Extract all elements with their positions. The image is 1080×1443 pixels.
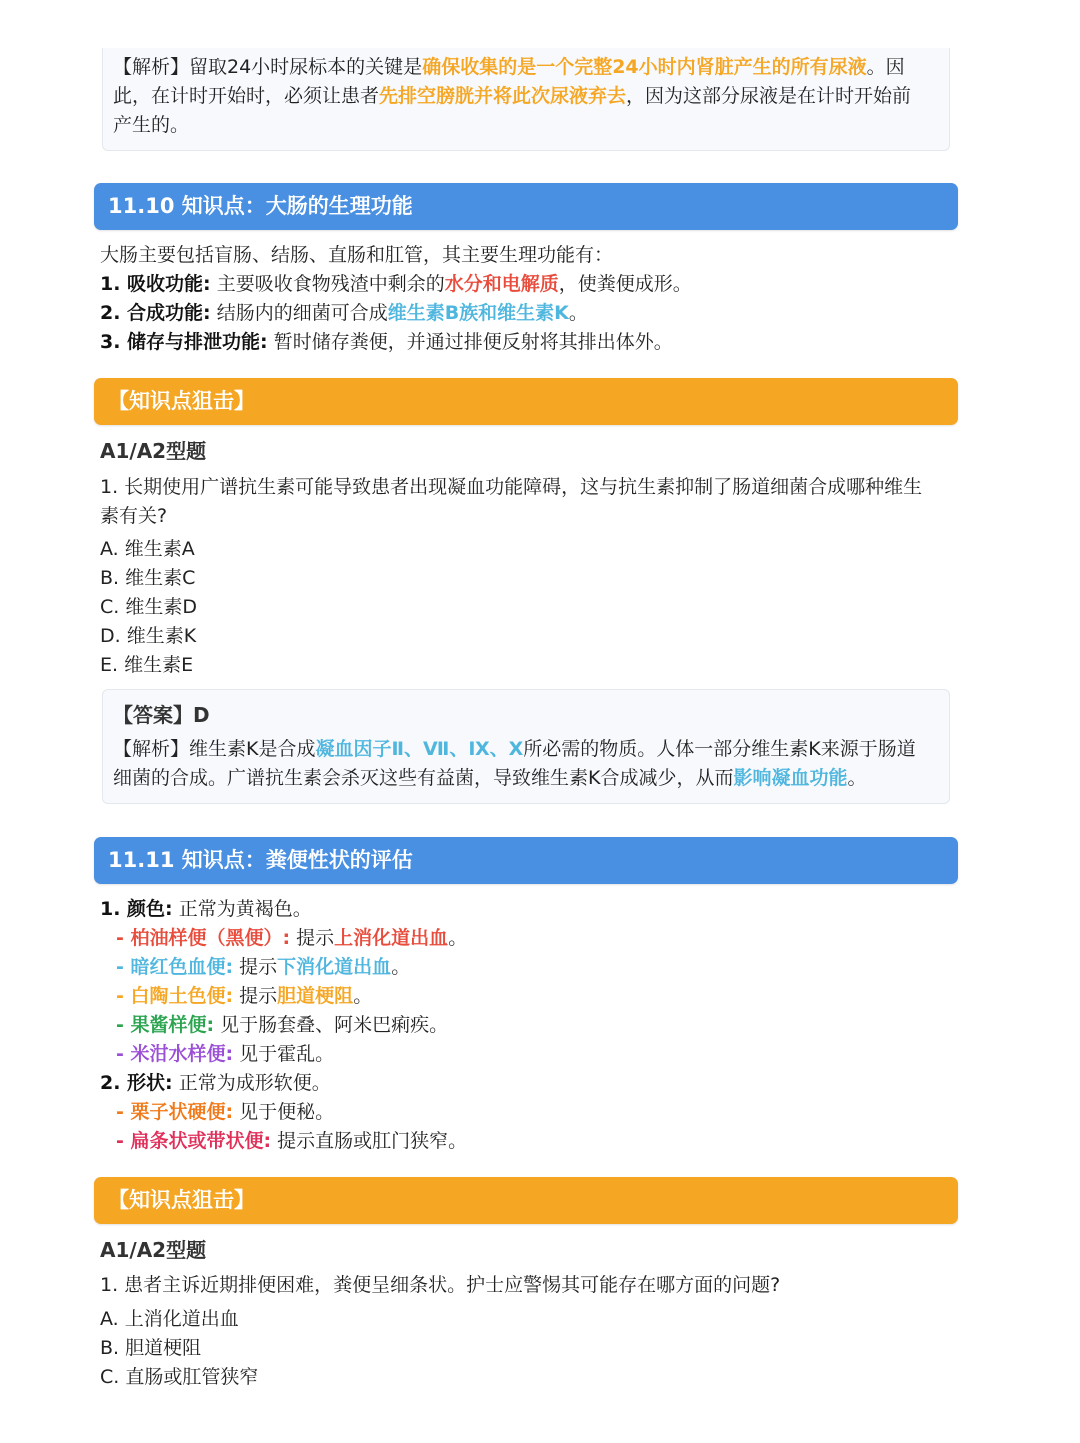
item-highlight: 水分和电解质 xyxy=(444,273,559,295)
item-text: 暂时储存粪便，并通过排便反射将其排出体外。 xyxy=(267,331,673,353)
item-highlight: 维生素B族和维生素K xyxy=(387,302,569,324)
item-text: 提示 xyxy=(290,927,335,949)
quiz-2-option-b[interactable]: B. 胆道梗阻 xyxy=(100,1337,202,1359)
item-highlight: 下消化道出血 xyxy=(277,956,392,978)
item-label: 3. 储存与排泄功能: xyxy=(100,331,268,353)
item-text: 提示直肠或肛门狭窄。 xyxy=(271,1130,468,1152)
item-text: 正常为成形软便。 xyxy=(172,1072,331,1094)
quiz-header-2: 【知识点狙击】 xyxy=(94,1177,958,1224)
stool-color-heading xyxy=(100,895,312,924)
quiz-2-option-c[interactable]: C. 直肠或肛管狭窄 xyxy=(100,1366,259,1388)
item-label: 2. 形状: xyxy=(100,1072,173,1094)
quiz-1-type: A1/A2型题 xyxy=(100,439,207,463)
item-label: 米泔水样便: xyxy=(130,1043,234,1065)
quiz-1-question-line-1: 1. 长期使用广谱抗生素可能导致患者出现凝血功能障碍，这与抗生素抑制了肠道细菌合成哪种维生 xyxy=(100,476,923,498)
item-label: 扁条状或带状便: xyxy=(130,1130,272,1152)
quiz-1-option-c[interactable]: C. 维生素D xyxy=(100,596,197,618)
stool-color-rice-water xyxy=(116,1040,334,1069)
item-text: 。 xyxy=(353,985,373,1007)
item-text: 提示 xyxy=(233,985,278,1007)
item-text: 正常为黄褐色。 xyxy=(172,898,312,920)
top-analysis-line-2 xyxy=(113,82,911,111)
quiz-1-option-b[interactable]: B. 维生素C xyxy=(100,567,196,589)
item-text: 见于便秘。 xyxy=(233,1101,335,1123)
item-label: 1. 颜色: xyxy=(100,898,173,920)
item-label: 1. 吸收功能: xyxy=(100,273,211,295)
analysis-text: 。 xyxy=(847,767,867,789)
analysis-highlight: 确保收集的是一个完整24小时内肾脏产生的所有尿液 xyxy=(422,56,867,78)
stool-color-dark-red xyxy=(116,953,410,982)
item-label: 2. 合成功能: xyxy=(100,302,211,324)
section-header-11-10: 11.10 知识点：大肠的生理功能 xyxy=(94,183,958,230)
dash: - xyxy=(116,1043,131,1065)
dash: - xyxy=(116,927,131,949)
quiz-1-question-line-2: 素有关? xyxy=(100,505,168,527)
quiz-1-option-e[interactable]: E. 维生素E xyxy=(100,654,194,676)
analysis-text: 此，在计时开始时，必须让患者 xyxy=(113,85,380,107)
quiz-1-option-d[interactable]: D. 维生素K xyxy=(100,625,197,647)
analysis-text: 【解析】维生素K是合成 xyxy=(113,738,316,760)
stool-shape-heading xyxy=(100,1069,331,1098)
quiz-2-question: 1. 患者主诉近期排便困难，粪便呈细条状。护士应警惕其可能存在哪方面的问题? xyxy=(100,1274,781,1296)
dash: - xyxy=(116,1101,131,1123)
analysis-highlight: 先排空膀胱并将此次尿液弃去 xyxy=(379,85,627,107)
dash: - xyxy=(116,1130,131,1152)
stool-color-jelly xyxy=(116,1011,448,1040)
analysis-text: 。因 xyxy=(866,56,905,78)
item-label: 白陶土色便: xyxy=(130,985,234,1007)
item-text: 。 xyxy=(448,927,468,949)
item-highlight: 胆道梗阻 xyxy=(277,985,354,1007)
item-text: 主要吸收食物残渣中剩余的 xyxy=(210,273,445,295)
quiz-header-1: 【知识点狙击】 xyxy=(94,378,958,425)
item-text: 。 xyxy=(568,302,588,324)
stool-shape-chestnut xyxy=(116,1098,334,1127)
analysis-text: 细菌的合成。广谱抗生素会杀灭这些有益菌，导致维生素K合成减少，从而 xyxy=(113,767,734,789)
item-text: 。 xyxy=(391,956,411,978)
section-11-10-item-1 xyxy=(100,270,692,299)
stool-color-clay xyxy=(116,982,372,1011)
item-text: 见于霍乱。 xyxy=(233,1043,335,1065)
analysis-text: 产生的。 xyxy=(113,114,190,136)
stool-color-tarry xyxy=(116,924,467,953)
analysis-text: 【解析】留取24小时尿标本的关键是 xyxy=(113,56,423,78)
section-11-10-intro: 大肠主要包括盲肠、结肠、直肠和肛管，其主要生理功能有： xyxy=(100,244,614,266)
analysis-text: 所必需的物质。人体一部分维生素K来源于肠道 xyxy=(523,738,916,760)
dash: - xyxy=(116,985,131,1007)
top-analysis-line-1 xyxy=(113,53,905,82)
item-text: ，使粪便成形。 xyxy=(558,273,692,295)
top-analysis-line-3 xyxy=(113,111,189,140)
item-label: 柏油样便（黑便）: xyxy=(130,927,291,949)
item-label: 栗子状硬便: xyxy=(130,1101,234,1123)
dash: - xyxy=(116,1014,131,1036)
section-header-11-11: 11.11 知识点：粪便性状的评估 xyxy=(94,837,958,884)
stool-shape-ribbon xyxy=(116,1127,467,1156)
quiz-2-type: A1/A2型题 xyxy=(100,1238,207,1262)
item-label: 暗红色血便: xyxy=(130,956,234,978)
analysis-text: ，因为这部分尿液是在计时开始前 xyxy=(626,85,912,107)
item-highlight: 上消化道出血 xyxy=(334,927,449,949)
section-11-10-item-3 xyxy=(100,328,673,357)
item-text: 见于肠套叠、阿米巴痢疾。 xyxy=(214,1014,449,1036)
section-11-10-item-2 xyxy=(100,299,588,328)
quiz-1-analysis-line-1 xyxy=(113,735,916,764)
quiz-1-answer: 【答案】D xyxy=(113,703,210,727)
dash: - xyxy=(116,956,131,978)
quiz-1-option-a[interactable]: A. 维生素A xyxy=(100,538,195,560)
quiz-2-option-a[interactable]: A. 上消化道出血 xyxy=(100,1308,239,1330)
item-text: 结肠内的细菌可合成 xyxy=(210,302,388,324)
item-label: 果酱样便: xyxy=(130,1014,215,1036)
quiz-1-analysis-line-2 xyxy=(113,764,867,793)
analysis-highlight: 凝血因子Ⅱ、Ⅶ、Ⅸ、Ⅹ xyxy=(315,738,524,760)
item-text: 提示 xyxy=(233,956,278,978)
analysis-highlight: 影响凝血功能 xyxy=(733,767,848,789)
